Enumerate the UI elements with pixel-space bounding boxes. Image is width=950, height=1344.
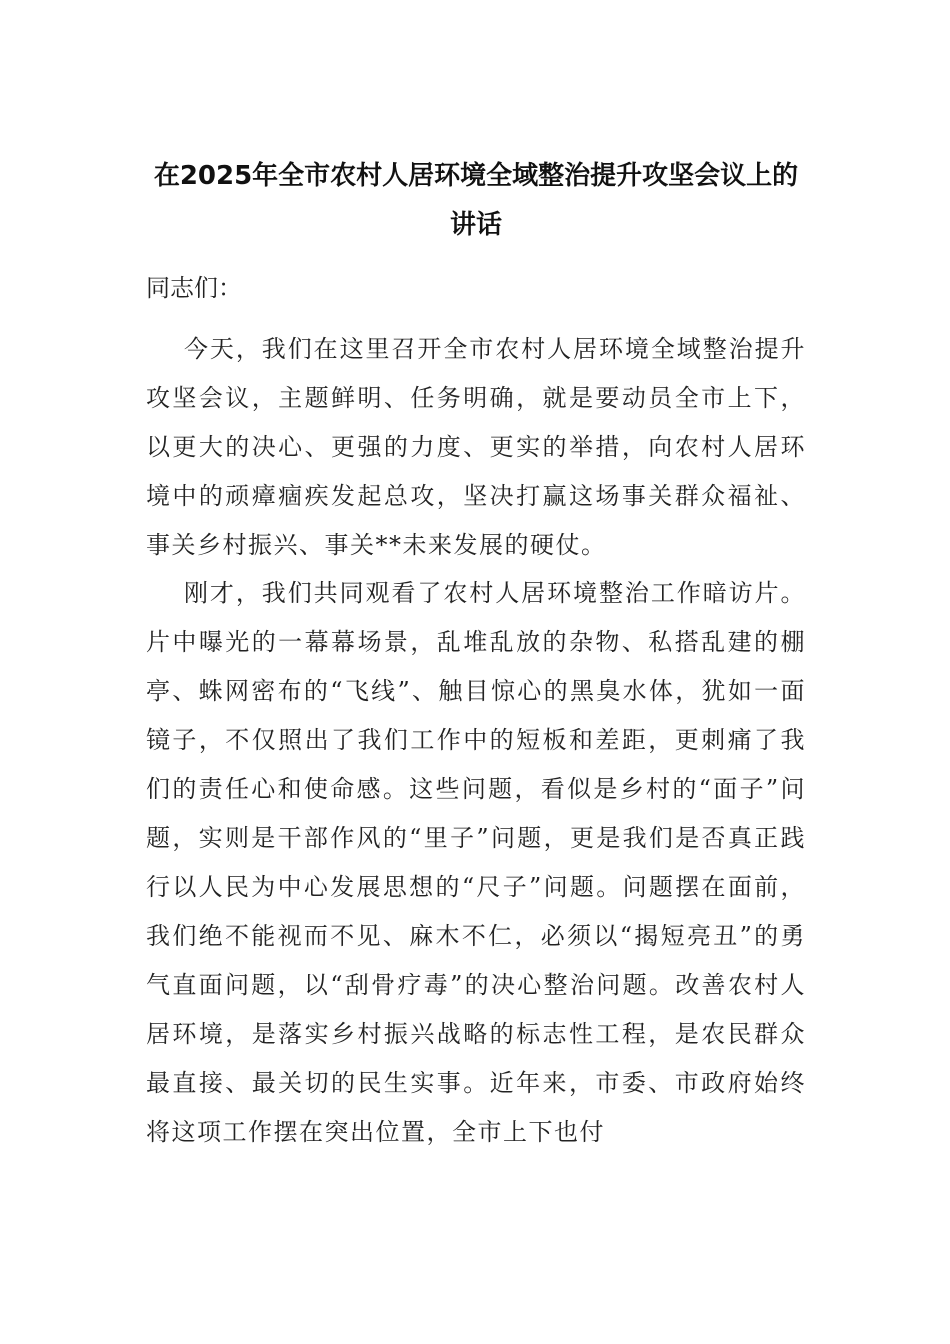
document-title: 在2025年全市农村人居环境全域整治提升攻坚会议上的讲话 — [153, 161, 799, 240]
paragraph-2: 刚才，我们共同观看了农村人居环境整治工作暗访片。片中曝光的一幕幕场景，乱堆乱放的杂物、私搭乱建的棚亭、蛛网密布的“飞线”、触目惊心的黑臭水体，犹如一面镜子，不仅照出了我们工作中的短板和差距，更刺痛了我们的责任心和使命感。这些问题，看似是乡村的“面子”问题，实则是干部作风的“里子”问题，更是我们是否真正践行以人民为中心发展思想的“尺子”问题。问题摆在面前，我们绝不能视而不见、麻木不仁，必须以“揭短亮丑”的勇气直面问题，以“刮骨疗毒”的决心整治问题。改善农村人居环境，是落实乡村振兴战略的标志性工程，是农民群众最直接、最关切的民生实事。近年来，市委、市政府始终将这项工作摆在突出位置，全市上下也付 — [146, 579, 806, 1146]
paragraph-1: 今天，我们在这里召开全市农村人居环境全域整治提升攻坚会议，主题鲜明、任务明确，就是要动员全市上下，以更大的决心、更强的力度、更实的举措，向农村人居环境中的顽瘴痼疾发起总攻，坚决打赢这场事关群众福祉、事关乡村振兴、事关**未来发展的硬仗。 — [146, 335, 806, 559]
salutation: 同志们： — [146, 274, 242, 302]
